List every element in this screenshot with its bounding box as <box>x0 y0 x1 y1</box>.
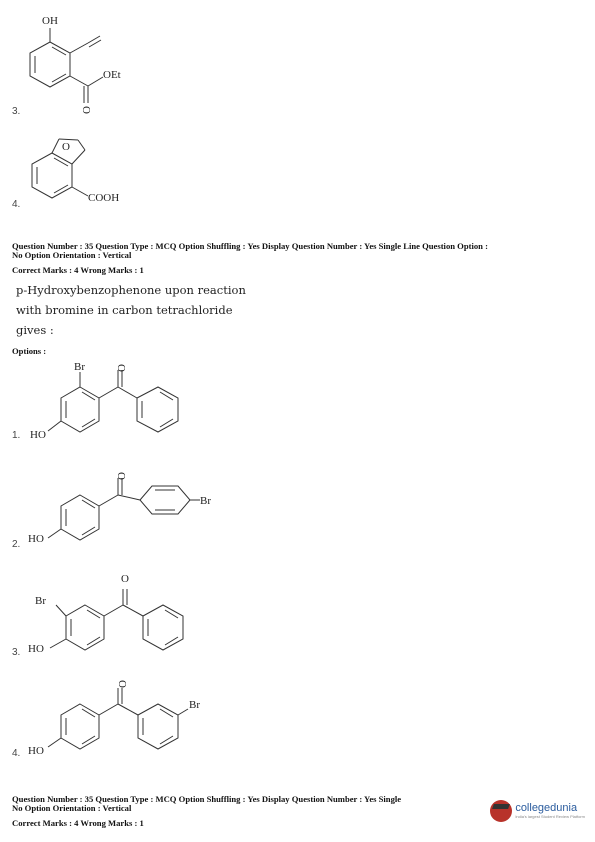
br-label: Br <box>200 495 211 507</box>
option-4-number[interactable]: 4. <box>12 748 21 759</box>
next-question-marks: Correct Marks : 4 Wrong Marks : 1 <box>12 818 144 828</box>
ho-label: HO <box>28 643 44 655</box>
question-text-line: with bromine in carbon tetrachloride <box>16 303 233 317</box>
option-1-number[interactable]: 1. <box>12 430 21 441</box>
question-text-line: p-Hydroxybenzophenone upon reaction <box>16 283 246 297</box>
question-marks: Correct Marks : 4 Wrong Marks : 1 <box>12 265 144 275</box>
br-label: Br <box>35 595 46 607</box>
o-label: O <box>62 141 70 153</box>
o-label: O <box>116 472 128 480</box>
o-label: O <box>116 364 128 372</box>
br-label: Br <box>74 361 85 373</box>
question-meta-line1: Question Number : 35 Question Type : MCQ Option Shuffling : Yes Display Question Number : Yes Single Line Question Option : <box>12 241 488 251</box>
logo-tagline: India's largest Student Review Platform <box>515 814 585 819</box>
options-label: Options : <box>12 346 47 356</box>
ho-label: HO <box>30 429 46 441</box>
collegedunia-logo <box>490 800 585 822</box>
prev-option-3-number: 3. <box>12 106 21 117</box>
ho-label: HO <box>28 745 44 757</box>
oet-label: OEt <box>103 69 121 81</box>
ho-label: HO <box>28 533 44 545</box>
prev-option-4-number: 4. <box>12 199 21 210</box>
next-question-meta-line1: Question Number : 35 Question Type : MCQ Option Shuffling : Yes Display Question Number : Yes Single <box>12 794 402 804</box>
option-3-number[interactable]: 3. <box>12 647 21 658</box>
next-question-meta-line2: No Option Orientation : Vertical <box>12 803 132 813</box>
graduation-cap-icon <box>490 800 512 822</box>
question-text-line: gives : <box>16 323 54 337</box>
cooh-label: COOH <box>88 192 120 204</box>
benzene-ring <box>61 704 99 749</box>
question-meta-line2: No Option Orientation : Vertical <box>12 250 132 260</box>
o-label: O <box>81 106 93 114</box>
oh-label: OH <box>42 15 58 27</box>
bromophenyl-ring <box>138 704 178 749</box>
logo-brand: collegedunia <box>515 802 578 814</box>
br-label: Br <box>189 699 200 711</box>
o-label: O <box>117 680 129 688</box>
option-2-number[interactable]: 2. <box>12 539 21 550</box>
o-label: O <box>121 573 129 585</box>
